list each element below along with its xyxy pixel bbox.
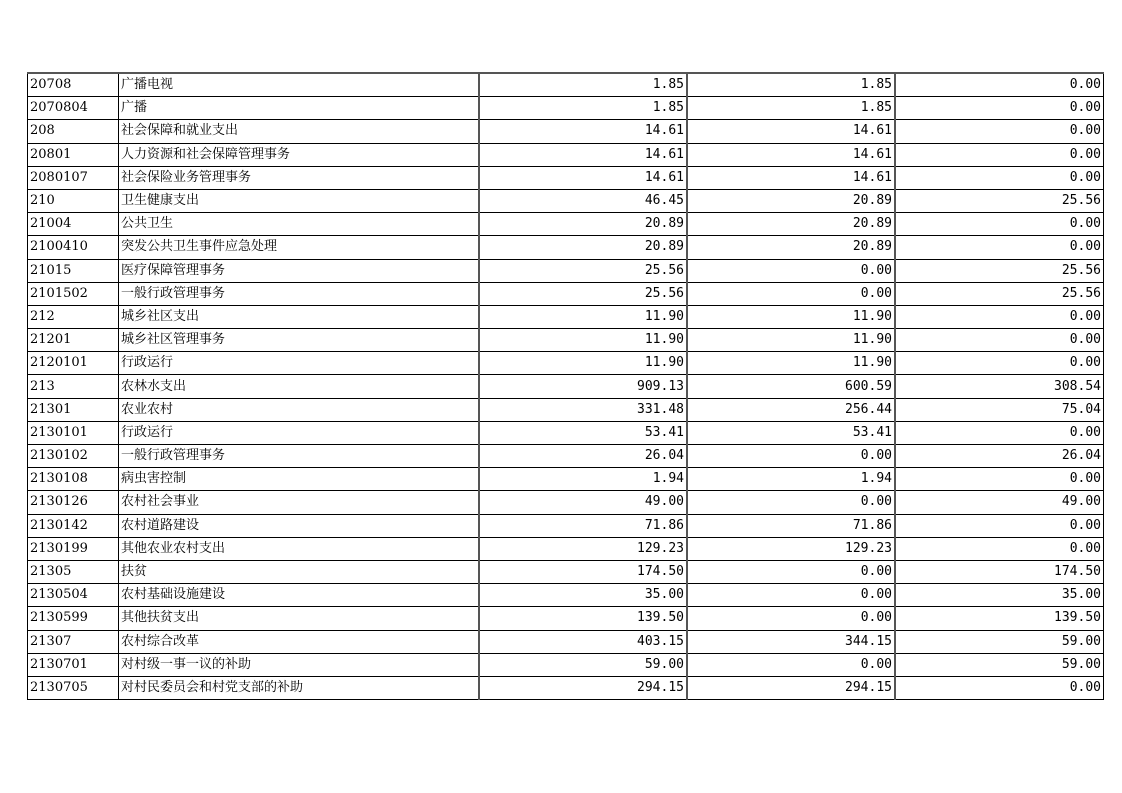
subject-code-cell: 2130705 [28,676,119,699]
table-row [28,445,1104,468]
project-expenditure-cell: 0.00 [895,329,1104,352]
subject-code-cell: 2080107 [28,166,119,189]
basic-expenditure-cell: 11.90 [687,329,895,352]
subject-code-cell: 21307 [28,630,119,653]
total-amount-cell: 11.90 [479,305,687,328]
basic-expenditure-cell: 14.61 [687,120,895,143]
project-expenditure-cell: 174.50 [895,560,1104,583]
subject-code-cell: 2101502 [28,282,119,305]
subject-code-cell: 2130142 [28,514,119,537]
basic-expenditure-cell: 1.85 [687,73,895,97]
subject-name-cell: 社会保障和就业支出 [119,120,480,143]
total-amount-cell: 174.50 [479,560,687,583]
table-row [28,398,1104,421]
subject-code-cell: 2130599 [28,607,119,630]
subject-code-cell: 208 [28,120,119,143]
table-row [28,676,1104,699]
table-row [28,166,1104,189]
subject-name-cell: 卫生健康支出 [119,189,480,212]
project-expenditure-cell: 35.00 [895,584,1104,607]
basic-expenditure-cell: 0.00 [687,282,895,305]
project-expenditure-cell: 59.00 [895,653,1104,676]
subject-name-cell: 行政运行 [119,421,480,444]
project-expenditure-cell: 49.00 [895,491,1104,514]
project-expenditure-cell: 139.50 [895,607,1104,630]
total-amount-cell: 1.94 [479,468,687,491]
subject-code-cell: 21301 [28,398,119,421]
total-amount-cell: 11.90 [479,352,687,375]
basic-expenditure-cell: 0.00 [687,259,895,282]
table-row [28,352,1104,375]
table-row [28,537,1104,560]
basic-expenditure-cell: 14.61 [687,143,895,166]
subject-code-cell: 21305 [28,560,119,583]
subject-name-cell: 农村社会事业 [119,491,480,514]
total-amount-cell: 139.50 [479,607,687,630]
project-expenditure-cell: 0.00 [895,514,1104,537]
subject-code-cell: 2130199 [28,537,119,560]
subject-code-cell: 20801 [28,143,119,166]
total-amount-cell: 59.00 [479,653,687,676]
basic-expenditure-cell: 0.00 [687,445,895,468]
total-amount-cell: 49.00 [479,491,687,514]
basic-expenditure-cell: 129.23 [687,537,895,560]
project-expenditure-cell: 0.00 [895,166,1104,189]
table-row [28,73,1104,97]
project-expenditure-cell: 0.00 [895,537,1104,560]
subject-code-cell: 2130126 [28,491,119,514]
basic-expenditure-cell: 53.41 [687,421,895,444]
project-expenditure-cell: 0.00 [895,143,1104,166]
project-expenditure-cell: 0.00 [895,352,1104,375]
table-row [28,97,1104,120]
subject-name-cell: 其他扶贫支出 [119,607,480,630]
subject-code-cell: 2120101 [28,352,119,375]
total-amount-cell: 129.23 [479,537,687,560]
total-amount-cell: 1.85 [479,73,687,97]
total-amount-cell: 14.61 [479,120,687,143]
table-row [28,560,1104,583]
subject-code-cell: 20708 [28,73,119,97]
subject-name-cell: 城乡社区支出 [119,305,480,328]
total-amount-cell: 26.04 [479,445,687,468]
subject-name-cell: 医疗保障管理事务 [119,259,480,282]
total-amount-cell: 53.41 [479,421,687,444]
total-amount-cell: 403.15 [479,630,687,653]
project-expenditure-cell: 25.56 [895,259,1104,282]
subject-code-cell: 2070804 [28,97,119,120]
table-row [28,189,1104,212]
project-expenditure-cell: 0.00 [895,213,1104,236]
basic-expenditure-cell: 256.44 [687,398,895,421]
basic-expenditure-cell: 0.00 [687,607,895,630]
subject-name-cell: 对村民委员会和村党支部的补助 [119,676,480,699]
table-row [28,630,1104,653]
total-amount-cell: 11.90 [479,329,687,352]
table-row [28,653,1104,676]
subject-code-cell: 2130102 [28,445,119,468]
table-row [28,329,1104,352]
total-amount-cell: 25.56 [479,282,687,305]
subject-name-cell: 社会保险业务管理事务 [119,166,480,189]
table-row [28,584,1104,607]
subject-code-cell: 21004 [28,213,119,236]
subject-name-cell: 一般行政管理事务 [119,445,480,468]
subject-code-cell: 213 [28,375,119,398]
total-amount-cell: 25.56 [479,259,687,282]
table-row [28,607,1104,630]
project-expenditure-cell: 0.00 [895,120,1104,143]
subject-name-cell: 农林水支出 [119,375,480,398]
project-expenditure-cell: 0.00 [895,468,1104,491]
subject-code-cell: 210 [28,189,119,212]
subject-name-cell: 农村道路建设 [119,514,480,537]
basic-expenditure-cell: 600.59 [687,375,895,398]
project-expenditure-cell: 0.00 [895,421,1104,444]
budget-table [27,72,1104,700]
subject-name-cell: 公共卫生 [119,213,480,236]
basic-expenditure-cell: 1.85 [687,97,895,120]
subject-code-cell: 2100410 [28,236,119,259]
table-body [28,73,1104,700]
subject-code-cell: 212 [28,305,119,328]
table-row [28,305,1104,328]
total-amount-cell: 14.61 [479,143,687,166]
basic-expenditure-cell: 294.15 [687,676,895,699]
total-amount-cell: 35.00 [479,584,687,607]
table-row [28,282,1104,305]
project-expenditure-cell: 0.00 [895,73,1104,97]
subject-name-cell: 农村基础设施建设 [119,584,480,607]
subject-code-cell: 21015 [28,259,119,282]
total-amount-cell: 71.86 [479,514,687,537]
table-row [28,213,1104,236]
basic-expenditure-cell: 20.89 [687,236,895,259]
total-amount-cell: 1.85 [479,97,687,120]
project-expenditure-cell: 0.00 [895,97,1104,120]
subject-name-cell: 广播 [119,97,480,120]
table-row [28,421,1104,444]
subject-name-cell: 一般行政管理事务 [119,282,480,305]
basic-expenditure-cell: 20.89 [687,189,895,212]
basic-expenditure-cell: 0.00 [687,653,895,676]
project-expenditure-cell: 25.56 [895,282,1104,305]
basic-expenditure-cell: 11.90 [687,352,895,375]
basic-expenditure-cell: 0.00 [687,584,895,607]
total-amount-cell: 294.15 [479,676,687,699]
subject-name-cell: 行政运行 [119,352,480,375]
project-expenditure-cell: 0.00 [895,305,1104,328]
project-expenditure-cell: 308.54 [895,375,1104,398]
subject-name-cell: 其他农业农村支出 [119,537,480,560]
subject-code-cell: 2130701 [28,653,119,676]
subject-name-cell: 人力资源和社会保障管理事务 [119,143,480,166]
basic-expenditure-cell: 20.89 [687,213,895,236]
subject-code-cell: 2130504 [28,584,119,607]
subject-name-cell: 广播电视 [119,73,480,97]
table-row [28,236,1104,259]
subject-name-cell: 农业农村 [119,398,480,421]
subject-code-cell: 2130101 [28,421,119,444]
project-expenditure-cell: 26.04 [895,445,1104,468]
subject-name-cell: 扶贫 [119,560,480,583]
subject-name-cell: 对村级一事一议的补助 [119,653,480,676]
basic-expenditure-cell: 1.94 [687,468,895,491]
total-amount-cell: 20.89 [479,213,687,236]
subject-code-cell: 2130108 [28,468,119,491]
basic-expenditure-cell: 71.86 [687,514,895,537]
project-expenditure-cell: 0.00 [895,676,1104,699]
basic-expenditure-cell: 0.00 [687,560,895,583]
table-row [28,143,1104,166]
table-row [28,259,1104,282]
table-row [28,375,1104,398]
subject-name-cell: 病虫害控制 [119,468,480,491]
subject-name-cell: 突发公共卫生事件应急处理 [119,236,480,259]
total-amount-cell: 909.13 [479,375,687,398]
table-row [28,514,1104,537]
total-amount-cell: 46.45 [479,189,687,212]
project-expenditure-cell: 59.00 [895,630,1104,653]
total-amount-cell: 331.48 [479,398,687,421]
total-amount-cell: 20.89 [479,236,687,259]
basic-expenditure-cell: 0.00 [687,491,895,514]
project-expenditure-cell: 75.04 [895,398,1104,421]
subject-code-cell: 21201 [28,329,119,352]
table-row [28,120,1104,143]
basic-expenditure-cell: 11.90 [687,305,895,328]
subject-name-cell: 城乡社区管理事务 [119,329,480,352]
total-amount-cell: 14.61 [479,166,687,189]
basic-expenditure-cell: 344.15 [687,630,895,653]
subject-name-cell: 农村综合改革 [119,630,480,653]
project-expenditure-cell: 0.00 [895,236,1104,259]
table-row [28,491,1104,514]
project-expenditure-cell: 25.56 [895,189,1104,212]
basic-expenditure-cell: 14.61 [687,166,895,189]
table-row [28,468,1104,491]
